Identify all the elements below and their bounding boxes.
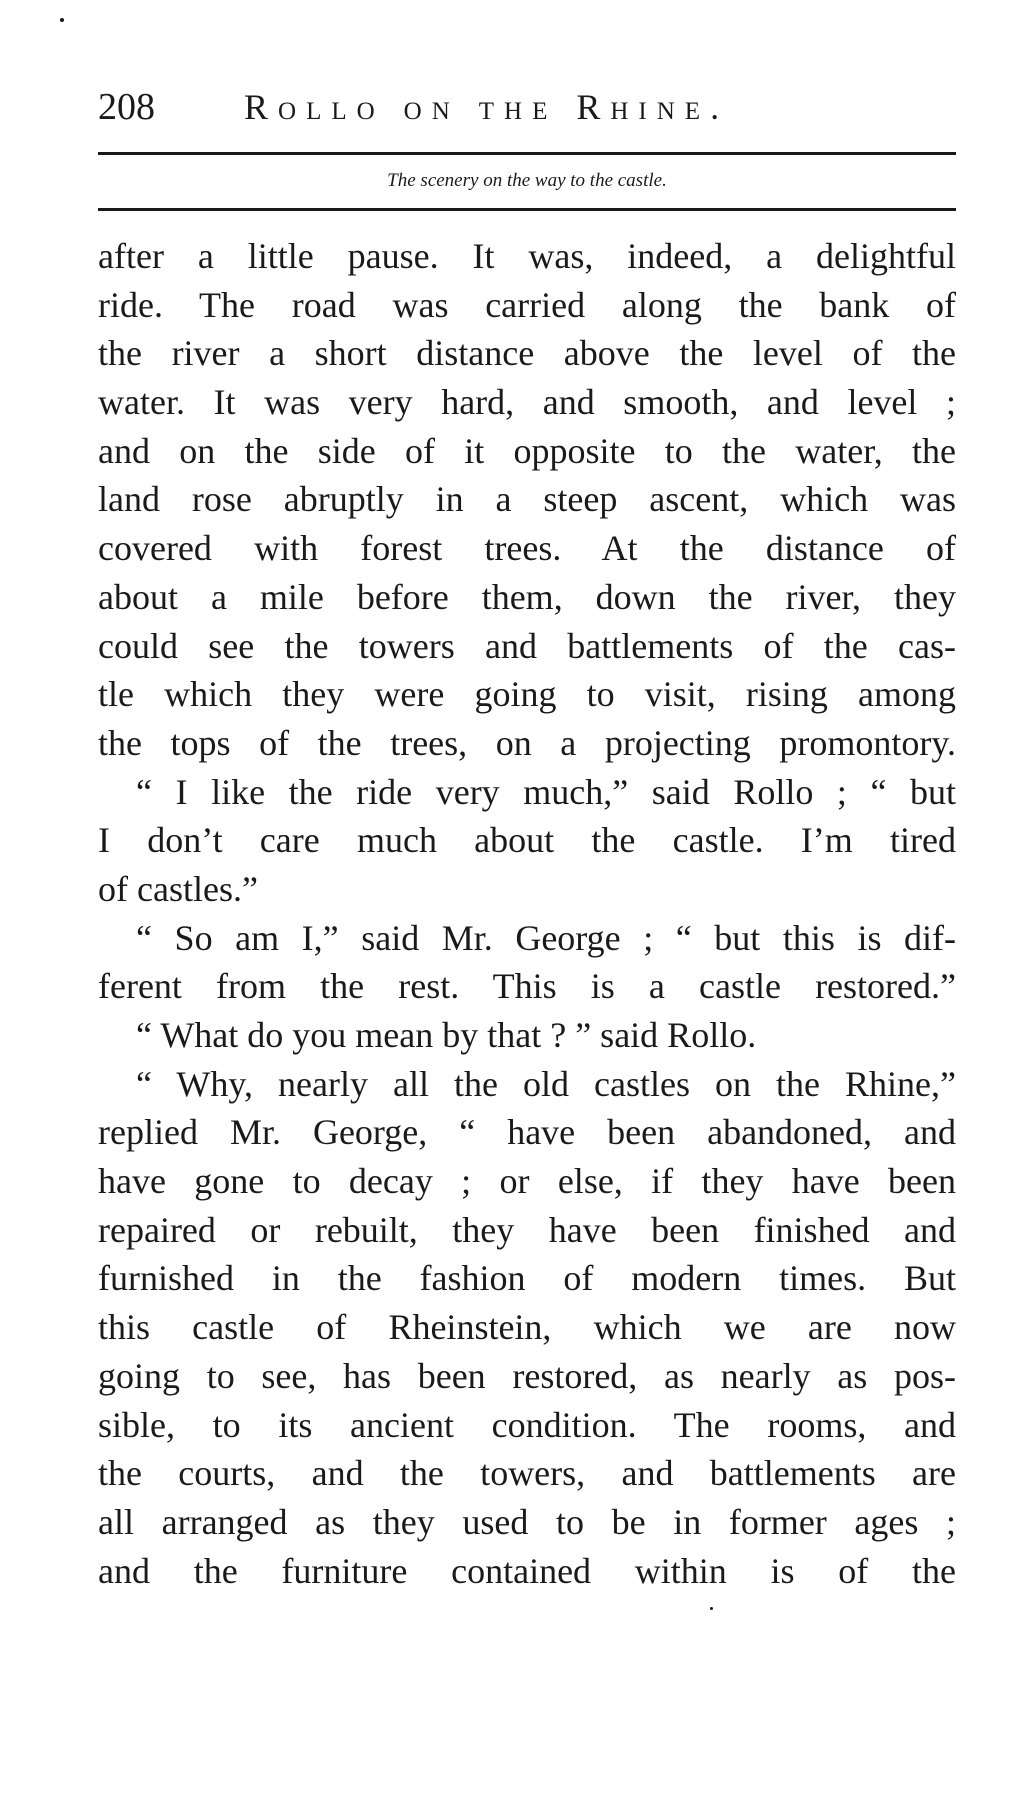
running-title: Rollo on the Rhine. [244, 87, 730, 127]
text-line: ride. The road was carried along the bank of [98, 284, 956, 325]
text-line: “ What do you mean by that ? ” said Rollo. [136, 1015, 757, 1055]
text-line: water. It was very hard, and smooth, and level ; [98, 382, 956, 423]
text-line: furnished in the fashion of modern times. But [98, 1258, 956, 1299]
header-rule-top [98, 152, 956, 155]
section-subtitle: The scenery on the way to the castle. [387, 170, 667, 191]
page-number: 208 [98, 86, 155, 128]
text-line: the river a short distance above the level of the [98, 333, 956, 374]
text-line: have gone to decay ; or else, if they have been [98, 1161, 956, 1202]
text-line: and the furniture contained within is of the [98, 1550, 956, 1591]
text-line: tle which they were going to visit, rising among [98, 674, 956, 715]
text-line: replied Mr. George, “ have been abandoned, and [98, 1112, 956, 1153]
text-line: and on the side of it opposite to the water, the [98, 430, 956, 471]
text-line: ferent from the rest. This is a castle restored.” [98, 966, 956, 1007]
text-line: covered with forest trees. At the distance of [98, 528, 956, 569]
text-line: the courts, and the towers, and battlements are [98, 1453, 956, 1494]
text-line: after a little pause. It was, indeed, a delightful [98, 236, 956, 276]
text-line: I don’t care much about the castle. I’m tired [98, 820, 956, 861]
page-header [98, 82, 958, 132]
text-line: repaired or rebuilt, they have been finished and [98, 1209, 956, 1250]
text-line: this castle of Rheinstein, which we are now [98, 1307, 956, 1348]
text-line: all arranged as they used to be in former ages ; [98, 1501, 956, 1542]
text-line: of castles.” [98, 868, 258, 909]
body-text [98, 232, 956, 1595]
text-line: land rose abruptly in a steep ascent, which was [98, 479, 956, 520]
text-line: “ I like the ride very much,” said Rollo ; “ but [136, 771, 956, 812]
header-rule-bottom [98, 208, 956, 211]
print-speck [710, 1607, 713, 1610]
text-line: the tops of the trees, on a projecting promontory. [98, 722, 956, 763]
text-line: about a mile before them, down the river, they [98, 576, 956, 617]
text-line: “ So am I,” said Mr. George ; “ but this is dif- [136, 917, 956, 958]
text-line: sible, to its ancient condition. The rooms, and [98, 1404, 956, 1445]
text-line: could see the towers and battlements of the cas- [98, 625, 956, 666]
text-line: going to see, has been restored, as nearly as pos- [98, 1355, 956, 1396]
text-line: “ Why, nearly all the old castles on the Rhine,” [136, 1063, 956, 1104]
print-speck [60, 18, 64, 22]
